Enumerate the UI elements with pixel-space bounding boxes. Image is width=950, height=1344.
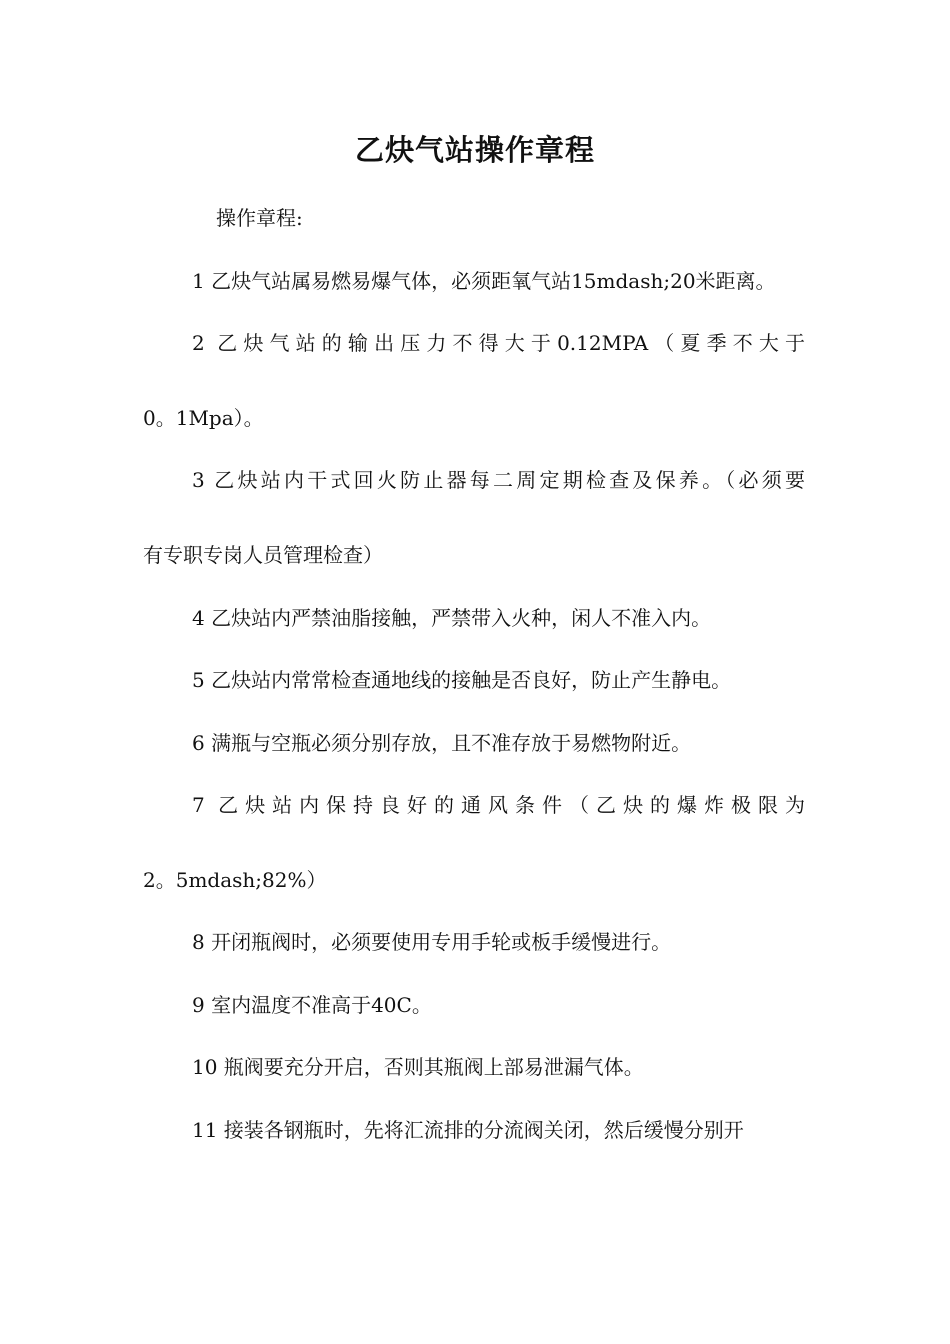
- intro-line: 操作章程:: [216, 206, 303, 230]
- rule-line-1: 1 乙炔气站属易燃易爆气体，必须距氧气站15mdash;20米距离。: [192, 269, 776, 293]
- rule-line-2: 2 乙炔气站的输出压力不得大于0.12MPA（夏季不大于: [192, 331, 805, 355]
- rule-line-2-cont: 0。1Mpa）。: [143, 406, 264, 430]
- rule-line-4: 4 乙炔站内严禁油脂接触，严禁带入火种，闲人不准入内。: [192, 606, 712, 630]
- rule-line-7: 7 乙炔站内保持良好的通风条件（乙炔的爆炸极限为: [192, 793, 805, 817]
- rule-line-3-cont: 有专职专岗人员管理检查）: [143, 543, 383, 567]
- rule-line-7-cont: 2。5mdash;82%）: [143, 868, 327, 892]
- rule-line-9: 9 室内温度不准高于40C。: [192, 993, 432, 1017]
- rule-line-3: 3 乙炔站内干式回火防止器每二周定期检查及保养。（必须要: [192, 468, 805, 492]
- rule-line-6: 6 满瓶与空瓶必须分别存放，且不准存放于易燃物附近。: [192, 731, 692, 755]
- rule-line-5: 5 乙炔站内常常检查通地线的接触是否良好，防止产生静电。: [192, 668, 732, 692]
- rule-line-10: 10 瓶阀要充分开启，否则其瓶阀上部易泄漏气体。: [192, 1055, 644, 1079]
- document-title: 乙炔气站操作章程: [354, 133, 595, 167]
- rule-line-8: 8 开闭瓶阀时，必须要使用专用手轮或板手缓慢进行。: [192, 930, 672, 954]
- rule-line-11: 11 接装各钢瓶时，先将汇流排的分流阀关闭，然后缓慢分别开: [192, 1118, 744, 1142]
